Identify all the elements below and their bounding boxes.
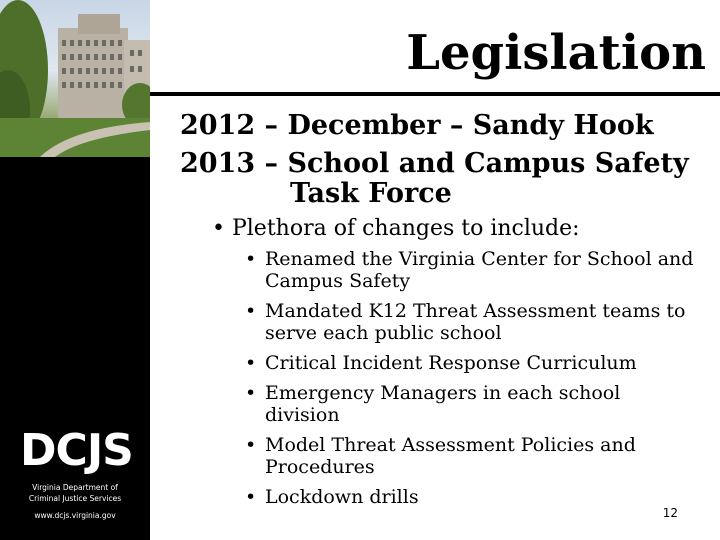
agency-website: www.dcjs.virginia.gov <box>34 511 116 520</box>
sub-bullet: • Lockdown drills <box>245 486 700 508</box>
title-divider <box>150 92 720 96</box>
slide-title: Legislation <box>406 25 706 81</box>
main-bullet: • Plethora of changes to include: <box>212 216 580 241</box>
heading-line-2: 2013 – School and Campus Safety <box>180 148 689 179</box>
sub-bullet: • Renamed the Virginia Center for School and Campus Safety <box>245 248 700 292</box>
page-number: 12 <box>662 506 678 520</box>
agency-name-line1: Virginia Department of <box>32 483 118 492</box>
sidebar <box>0 0 150 540</box>
building-photo <box>0 0 150 157</box>
sub-bullet: • Critical Incident Response Curriculum <box>245 352 700 374</box>
heading-line-1: 2012 – December – Sandy Hook <box>180 110 654 141</box>
logo-text: DCJS <box>20 425 133 476</box>
sub-bullet-list <box>245 248 700 516</box>
agency-name-line2: Criminal Justice Services <box>28 494 122 503</box>
sub-bullet: • Mandated K12 Threat Assessment teams to serve each public school <box>245 300 700 344</box>
sub-bullet: • Emergency Managers in each school division <box>245 382 700 426</box>
dcjs-logo <box>0 425 150 535</box>
sub-bullet: • Model Threat Assessment Policies and Procedures <box>245 434 700 478</box>
heading-line-3: Task Force <box>290 178 452 209</box>
